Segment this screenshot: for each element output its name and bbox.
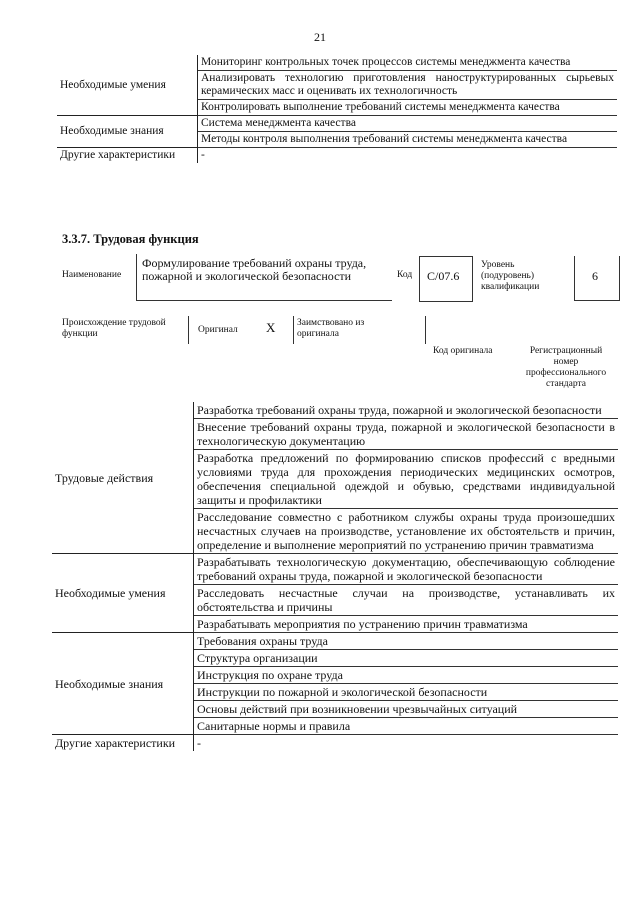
top-requirements-table xyxy=(57,55,617,163)
table-row xyxy=(52,735,618,752)
row-value: Разрабатывать технологическую документацию, обеспечивающую соблюдение требований охраны труда, пожарной и экологической безопасности xyxy=(194,554,619,585)
section-title: 3.3.7. Трудовая функция xyxy=(62,232,199,246)
row-value: Инструкции по пожарной и экологической безопасности xyxy=(194,684,619,701)
code-label: Код xyxy=(397,270,413,280)
labour-function-table xyxy=(52,402,618,751)
row-group-label: Другие характеристики xyxy=(52,735,194,752)
name-value: Формулирование требований охраны труда, пожарной и экологической безопасности xyxy=(142,256,367,283)
row-value: Расследовать несчастные случаи на производстве, устанавливать их обстоятельства и причины xyxy=(194,585,619,616)
row-value: - xyxy=(198,148,618,164)
name-label: Наименование xyxy=(62,270,122,280)
row-value: Основы действий при возникновении чрезвычайных ситуаций xyxy=(194,701,619,718)
code-value: С/07.6 xyxy=(427,269,460,283)
row-group-label: Необходимые знания xyxy=(57,116,198,148)
row-value: - xyxy=(194,735,619,752)
table-row xyxy=(52,633,618,650)
row-value: Система менеджмента качества xyxy=(198,116,618,132)
row-group-label: Необходимые знания xyxy=(52,633,194,735)
original-mark: X xyxy=(266,320,276,335)
row-group-label: Необходимые умения xyxy=(52,554,194,633)
row-value: Контролировать выполнение требований системы менеджмента качества xyxy=(198,100,618,116)
page-number: 21 xyxy=(314,30,326,44)
row-value: Структура организации xyxy=(194,650,619,667)
table-row xyxy=(57,55,617,71)
row-value: Анализировать технологию приготовления наноструктурированных сырьевых керамических масс и оценивать их технологичность xyxy=(198,71,618,100)
row-value: Инструкция по охране труда xyxy=(194,667,619,684)
table-row xyxy=(52,402,618,419)
row-value: Внесение требований охраны труда, пожарной и экологической безопасности в технологическую документацию xyxy=(194,419,619,450)
origin-label: Происхождение трудовой функции xyxy=(62,318,166,339)
row-group-label: Другие характеристики xyxy=(57,148,198,164)
row-value: Мониторинг контрольных точек процессов системы менеджмента качества xyxy=(198,55,618,71)
reg-number-label: Регистрационный номер профессионального стандарта xyxy=(525,346,607,389)
table-row xyxy=(57,148,617,164)
borrowed-label: Заимствовано из оригинала xyxy=(297,318,365,339)
row-value: Требования охраны труда xyxy=(194,633,619,650)
level-value: 6 xyxy=(592,269,598,283)
row-group-label: Трудовые действия xyxy=(52,402,194,554)
row-value: Методы контроля выполнения требований системы менеджмента качества xyxy=(198,132,618,148)
row-group-label: Необходимые умения xyxy=(57,55,198,116)
original-label: Оригинал xyxy=(198,325,238,335)
row-value: Разработка требований охраны труда, пожарной и экологической безопасности xyxy=(194,402,619,419)
original-code-box xyxy=(425,316,516,344)
level-label: Уровень (подуровень) квалификации xyxy=(481,260,540,292)
row-value: Разрабатывать мероприятия по устранению причин травматизма xyxy=(194,616,619,633)
table-row xyxy=(52,554,618,585)
table-row xyxy=(57,116,617,132)
original-code-label: Код оригинала xyxy=(433,346,493,356)
row-value: Санитарные нормы и правила xyxy=(194,718,619,735)
row-value: Расследование совместно с работником службы охраны труда произошедших несчастных случаев на производстве, установление их обстоятельств и причин, определение и выполнение мероприятий по устранению причин травматизма xyxy=(194,509,619,554)
row-value: Разработка предложений по формированию списков профессий с вредными условиями труда для прохождения периодических медицинских осмотров, обеспечения специальной одеждой и обувью, средствами индивидуальной защиты и профилактики xyxy=(194,450,619,509)
